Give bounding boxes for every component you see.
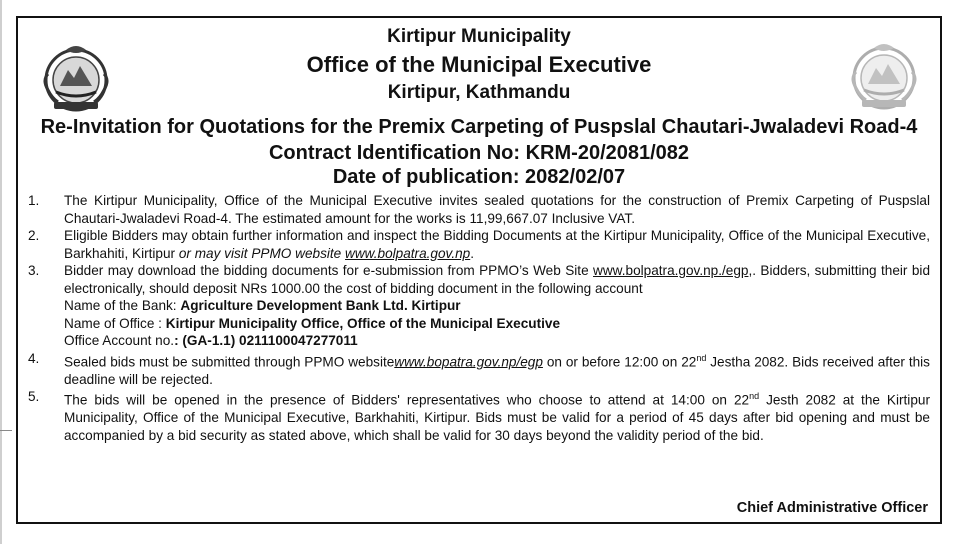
- office-name-line: [64, 315, 930, 333]
- item-number: 2.: [28, 228, 40, 243]
- item-text-part: Jestha 2082. Bids received after this deadline will be rejected.: [64, 354, 930, 387]
- item-text-italic: or may visit PPMO website: [175, 245, 346, 261]
- contract-identification: Contract Identification No: KRM-20/2081/082: [268, 142, 690, 164]
- list-item-2: [28, 227, 930, 262]
- publication-date: Date of publication: 2082/02/07: [332, 166, 626, 188]
- item-number: 5.: [28, 389, 40, 405]
- item-text-part: The bids will be opened in the presence of Bidders' representatives who choose to attend at 14:00 on 22: [64, 392, 750, 408]
- municipality-name: Kirtipur Municipality: [387, 26, 571, 47]
- list-item-3: [28, 262, 930, 350]
- office-value: Kirtipur Municipality Office, Office of the Municipal Executive: [165, 315, 561, 331]
- office-name: Office of the Municipal Executive: [306, 52, 652, 77]
- item-text: [64, 227, 930, 262]
- left-edge-tick: [0, 430, 12, 431]
- item-text: [64, 262, 930, 350]
- item-text: [64, 388, 930, 444]
- list-item-1: [28, 192, 930, 227]
- account-line: [64, 332, 930, 350]
- egp-website-link[interactable]: www.bolpatra.gov.np./egp: [593, 263, 749, 278]
- bopatra-website-link[interactable]: www.bopatra.gov.np/egp: [394, 354, 543, 370]
- item-text-part: Jesth 2082 at the Kirtipur Municipality, Office of the Municipal Executive, Barkhahiti, Kirtipur. Bids must be valid for a period of 45 days after bid opening and must be accompanied by a bid security as stated above, which shall be valid for 30 days beyond the validity period of the bid.: [64, 392, 930, 443]
- item-text-part: ,. Bidders, submitting their bid electronically, should deposit NRs 1000.00 the cost of bidding document in the following account: [64, 263, 930, 296]
- ordinal-suffix: nd: [749, 391, 760, 402]
- item-number: 4.: [28, 350, 40, 366]
- left-page-edge: [0, 0, 2, 544]
- item-text-part: on or before 12:00 on 22: [542, 354, 697, 370]
- item-text-part: Eligible Bidders may obtain further information and inspect the Bidding Documents at the Kirtipur Municipality, Office of the Municipal Executive, Barkhahiti, Kirtipur: [64, 228, 930, 261]
- ordinal-suffix: nd: [696, 352, 707, 363]
- item-text-part: Bidder may download the bidding documents for e-submission from PPMO’s Web Site: [64, 263, 594, 278]
- list-item-4: [28, 350, 930, 389]
- item-text-part: Sealed bids must be submitted through PPMO website: [64, 354, 395, 370]
- notice-frame: [16, 16, 942, 524]
- account-value: : (GA-1.1) 0211100047277011: [174, 333, 358, 348]
- notice-body: [28, 192, 930, 444]
- list-item-5: [28, 388, 930, 444]
- office-label: Name of Office :: [64, 315, 166, 331]
- bank-label: Name of the Bank:: [64, 298, 181, 313]
- item-number: 3.: [28, 263, 40, 278]
- account-label: Office Account no.: [64, 333, 175, 348]
- bank-value: Agriculture Development Bank Ltd. Kirtipur: [180, 298, 461, 313]
- item-number: 1.: [28, 193, 40, 208]
- office-location: Kirtipur, Kathmandu: [387, 82, 571, 103]
- notice-title: Re-Invitation for Quotations for the Premix Carpeting of Puspslal Chautari-Jwaladevi Road-4: [40, 116, 918, 138]
- ppmo-website-link[interactable]: www.bolpatra.gov.np: [345, 245, 471, 261]
- signature-title: Chief Administrative Officer: [736, 500, 928, 516]
- item-text: [64, 350, 930, 389]
- bank-name-line: [64, 297, 930, 315]
- item-text: The Kirtipur Municipality, Office of the Municipal Executive invites sealed quotations for the construction of Premix Carpeting of Puspslal Chautari-Jwaladevi Road-4. The estimated amount for the works is 11,99,667.07 Inclusive VAT.: [64, 193, 930, 226]
- item-text-end: .: [470, 245, 474, 261]
